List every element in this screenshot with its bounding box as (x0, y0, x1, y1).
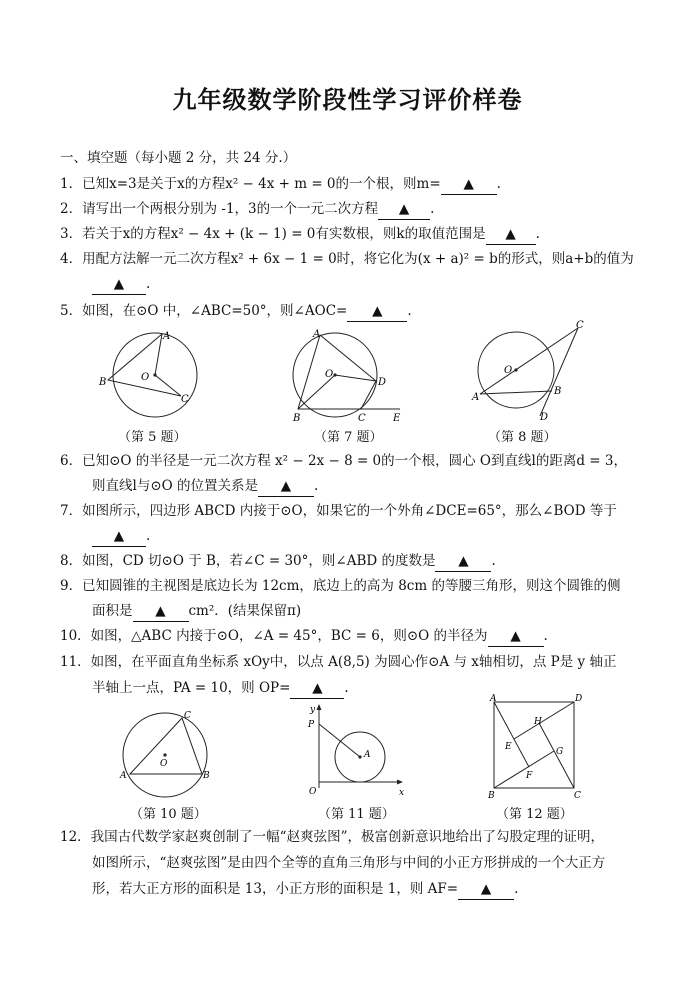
figure-12 (482, 692, 582, 804)
caption-fig10: （第 10 题） (130, 807, 207, 822)
fig10-label-C: C (184, 711, 191, 721)
fig11-x-arrow (397, 780, 403, 785)
caption-fig7: （第 7 题） (314, 430, 383, 445)
q11-text: 11．如图，在平面直角坐标系 xOy中，以点 A(8,5) 为圆心作⊙A 与 x轴相切，点 P是 y 轴正 (60, 654, 617, 670)
q1-answer-blank[interactable]: ▲ (441, 174, 497, 195)
page-title: 九年级数学阶段性学习评价样卷 (172, 85, 523, 114)
fig11-label-O: O (309, 787, 317, 797)
fig7-radii (298, 375, 376, 409)
fig7-label-O: O (325, 369, 334, 380)
fig8-label-A: A (472, 392, 480, 403)
fig11-point-A (358, 755, 361, 758)
caption-fig5: （第 5 题） (118, 430, 187, 445)
question-3 (60, 224, 540, 245)
q6-end: . (314, 478, 319, 494)
fig12-line-BG (494, 751, 554, 788)
question-2 (60, 199, 434, 220)
question-4-cont (92, 274, 150, 295)
q12-text-2: 如图所示，“赵爽弦图”是由四个全等的直角三角形与中间的小正方形拼成的一个大正方 (92, 855, 606, 871)
fig5-radii (155, 334, 181, 396)
question-11-cont (92, 678, 349, 699)
q8-text: 8．如图，CD 切⊙O 于 B，若∠C = 30°，则∠ABD 的度数是 (60, 553, 436, 569)
fig12-label-H: H (534, 717, 542, 727)
q11-text-2: 半轴上一点，PA = 10，则 OP= (92, 680, 291, 696)
figure-11 (303, 702, 413, 802)
q9-text-2: 面积是 (92, 603, 133, 619)
fig11-label-x: x (399, 788, 405, 798)
fig8-label-B: B (554, 386, 562, 397)
q3-text: 3．若关于x的方程x² − 4x + (k − 1) = 0有实数根，则k的取值范围是 (60, 226, 486, 242)
question-4 (60, 249, 634, 269)
question-12-cont-2 (92, 879, 518, 900)
q7-text: 7．如图所示，四边形 ABCD 内接于⊙O，如果它的一个外角∠DCE=65°，那么∠BOD 等于 (60, 503, 617, 519)
q2-end: . (430, 201, 435, 217)
q10-end: . (543, 628, 548, 644)
q5-answer-blank[interactable]: ▲ (347, 301, 407, 322)
q12-text: 12．我国古代数学家赵爽创制了一幅“赵爽弦图”，极富创新意识地给出了勾股定理的证明， (60, 829, 604, 845)
fig5-label-O: O (141, 372, 150, 383)
fig8-center-dot (514, 368, 517, 371)
q10-text: 10．如图，△ABC 内接于⊙O，∠A = 45°，BC = 6，则⊙O 的半径为 (60, 628, 488, 644)
fig12-label-E: E (505, 742, 512, 752)
fig12-label-G: G (556, 747, 564, 757)
question-9 (60, 576, 620, 596)
q3-end: . (535, 226, 540, 242)
fig12-label-B: B (488, 791, 495, 801)
fig8-label-O: O (504, 365, 513, 376)
fig12-label-F: F (526, 771, 533, 781)
question-6-cont (92, 476, 318, 497)
fig7-label-C: C (358, 413, 366, 424)
fig8-label-D: D (540, 412, 549, 423)
caption-fig12: （第 12 题） (496, 807, 573, 822)
question-6 (60, 451, 627, 471)
fig5-label-B: B (99, 377, 107, 388)
q2-text: 2．请写出一个两根分别为 -1，3的一个一元二次方程 (60, 201, 379, 217)
q6-text-2: 则直线l与⊙O 的位置关系是 (92, 478, 258, 494)
q9-text: 9．已知圆锥的主视图是底边长为 12cm，底边上的高为 8cm 的等腰三角形，则这个圆锥的侧 (60, 578, 621, 594)
fig11-label-A: A (364, 750, 371, 760)
fig5-label-C: C (181, 394, 189, 405)
figure-8 (468, 318, 598, 428)
q5-text: 5．如图，在⊙O 中，∠ABC=50°，则∠AOC= (60, 303, 348, 319)
q6-text: 6．已知⊙O 的半径是一元二次方程 x² − 2x − 8 = 0的一个根，圆心 O到直线l的距离d = 3， (60, 453, 627, 469)
fig12-line-AF (494, 702, 529, 767)
question-10 (60, 626, 548, 647)
fig7-label-A: A (313, 329, 321, 340)
q1-end: . (496, 176, 501, 192)
question-1 (60, 174, 501, 195)
q4-text: 4．用配方法解一元二次方程x² + 6x − 1 = 0时，将它化为(x + a)² = b的形式，则a+b的值为 (60, 251, 634, 267)
q3-answer-blank[interactable]: ▲ (486, 224, 536, 245)
caption-fig11: （第 11 题） (318, 807, 395, 822)
question-5 (60, 301, 412, 322)
fig12-line-DE (514, 702, 574, 739)
q8-answer-blank[interactable]: ▲ (435, 551, 491, 572)
q9-answer-blank[interactable]: ▲ (133, 601, 189, 622)
fig11-label-P: P (308, 720, 315, 730)
q12-end: . (514, 881, 519, 897)
fig12-label-C: C (574, 791, 581, 801)
q10-answer-blank[interactable]: ▲ (488, 626, 544, 647)
question-7 (60, 501, 617, 521)
q11-end: . (344, 680, 349, 696)
fig5-label-A: A (163, 331, 171, 342)
q12-answer-blank[interactable]: ▲ (458, 879, 514, 900)
fig10-label-A: A (120, 771, 127, 781)
q1-text: 1．已知x=3是关于x的方程x² − 4x + m = 0的一个根，则m= (60, 176, 441, 192)
figure-7 (285, 325, 415, 425)
question-12 (60, 827, 604, 847)
q7-end: . (146, 528, 151, 544)
fig7-center-dot (333, 373, 336, 376)
fig8-label-C: C (576, 320, 584, 331)
q8-end: . (491, 553, 496, 569)
q7-answer-blank[interactable]: ▲ (92, 526, 146, 547)
question-7-cont (92, 526, 150, 547)
figure-5 (95, 325, 225, 425)
fig7-label-E: E (393, 413, 401, 424)
question-9-cont (92, 601, 301, 622)
question-12-cont (92, 853, 605, 873)
fig8-chord (480, 391, 552, 394)
q4-end: . (146, 276, 151, 292)
fig11-label-y: y (310, 705, 316, 715)
fig11-segment-PA (319, 724, 360, 757)
q9-end: cm²．(结果保留π) (188, 603, 302, 619)
question-8 (60, 551, 496, 572)
figure-10 (112, 710, 222, 802)
q6-answer-blank[interactable]: ▲ (258, 476, 314, 497)
question-11 (60, 652, 616, 672)
fig7-label-B: B (293, 413, 301, 424)
fig7-label-D: D (378, 377, 387, 388)
fig5-center-dot (153, 373, 156, 376)
q11-answer-blank[interactable]: ▲ (290, 678, 344, 699)
q5-end: . (407, 303, 412, 319)
fig10-label-B: B (203, 771, 210, 781)
caption-fig8: （第 8 题） (488, 430, 557, 445)
fig12-label-D: D (575, 694, 582, 704)
fig10-center-dot (163, 753, 166, 756)
q12-text-3: 形，若大正方形的面积是 13，小正方形的面积是 1，则 AF= (92, 881, 459, 897)
q4-answer-blank[interactable]: ▲ (92, 274, 146, 295)
section-heading: 一、填空题（每小题 2 分，共 24 分.） (60, 150, 297, 166)
fig12-label-A: A (490, 694, 497, 704)
fig10-label-O: O (160, 759, 168, 769)
q2-answer-blank[interactable]: ▲ (378, 199, 430, 220)
fig11-y-arrow (317, 704, 322, 710)
